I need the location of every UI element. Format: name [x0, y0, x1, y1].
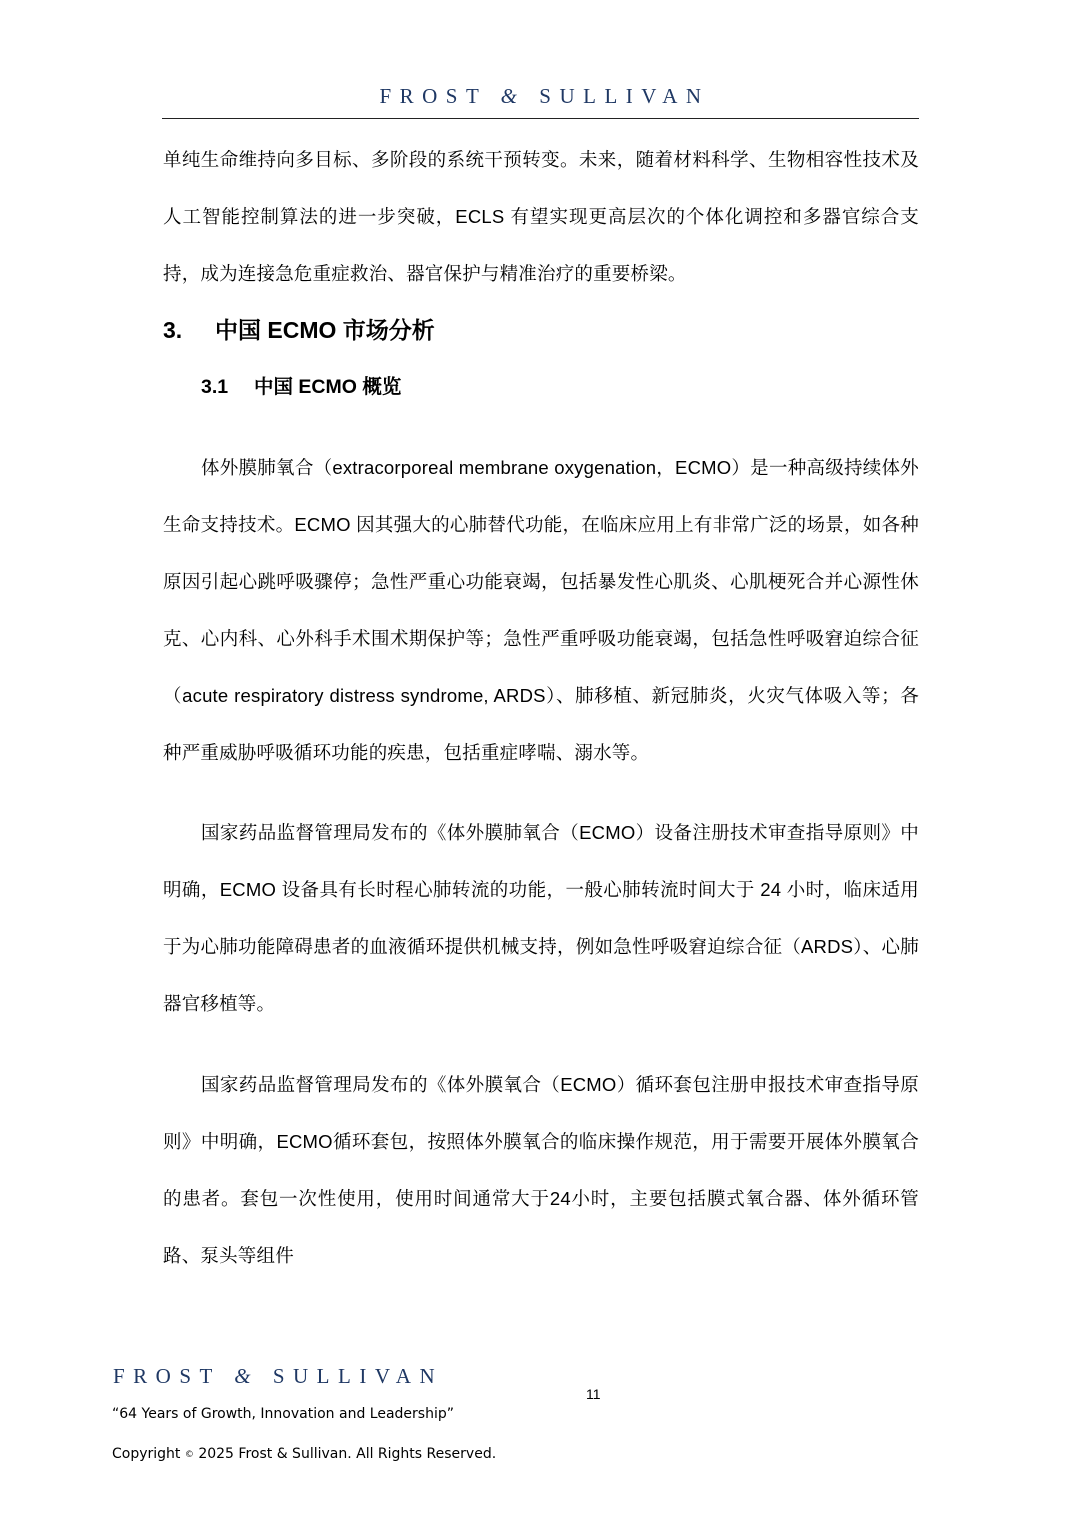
paragraph-line: 国家药品监督管理局发布的《体外膜氧合（ECMO）循环套包注册申报技术审查指导	[201, 1074, 901, 1095]
brand-word-sullivan: SULLIVAN	[272, 1364, 444, 1388]
intro-text	[163, 131, 919, 302]
brand-word-frost: FROST	[379, 84, 487, 108]
paragraph-ecmo-device-guideline	[163, 804, 919, 1032]
section-title: 中国 ECMO 市场分析	[215, 317, 435, 343]
intro-line: 支持，成为连接急危重症救治、器官保护与精准治疗的重要桥梁。	[163, 206, 919, 284]
brand-word-frost: FROST	[113, 1364, 221, 1388]
paragraph-text	[163, 439, 919, 781]
copyright-label: Copyright	[112, 1446, 181, 1462]
footer-brand-logo	[113, 1364, 443, 1389]
paragraph-line: 环管路、泵头等组件	[163, 1188, 919, 1266]
paragraph-line: 氧合的患者。套包一次性使用，使用时间通常大于24小时，主要包括膜式氧合器、体外循	[163, 1131, 919, 1209]
paragraph-ecmo-kit-guideline	[163, 1056, 919, 1284]
paragraph-line: 原则》中明确，ECMO循环套包，按照体外膜氧合的临床操作规范，用于需要开展体外膜	[163, 1074, 919, 1152]
intro-paragraph	[163, 131, 919, 302]
footer-copyright	[112, 1446, 496, 1462]
section-heading	[163, 310, 435, 350]
paragraph-line: 入等；各种严重威胁呼吸循环功能的疾患，包括重症哮喘、溺水等。	[163, 685, 919, 763]
intro-line: 单纯生命维持向多目标、多阶段的系统干预转变。未来，随着材料科学、生物相容性技术	[163, 149, 901, 170]
subsection-number: 3.1	[201, 376, 229, 398]
brand-ampersand: &	[234, 1364, 260, 1388]
intro-line: 及人工智能控制算法的进一步突破，ECLS 有望实现更高层次的个体化调控和多器官综合	[163, 149, 919, 227]
section-number: 3.	[163, 317, 183, 343]
subsection-title: 中国 ECMO 概览	[254, 376, 402, 398]
paragraph-line: 迫综合征（acute respiratory distress syndrome, ARDS）、肺移植、新冠肺炎，火灾气体吸	[163, 628, 919, 706]
paragraph-line: 体外膜肺氧合（extracorporeal membrane oxygenation，ECMO）是一种高级持续体	[201, 457, 901, 478]
copyright-symbol: ©	[184, 1450, 194, 1460]
page-number: 11	[586, 1386, 601, 1402]
paragraph-ecmo-definition	[163, 439, 919, 781]
paragraph-line: 各种原因引起心跳呼吸骤停；急性严重心功能衰竭，包括暴发性心肌炎、心肌梗死合并心	[163, 514, 919, 592]
paragraph-line: 用于为心肺功能障碍患者的血液循环提供机械支持，例如急性呼吸窘迫综合征（ARDS）、	[163, 879, 919, 957]
paragraph-line: 外生命支持技术。ECMO 因其强大的心肺替代功能，在临床应用上有非常广泛的场景，如	[163, 457, 919, 535]
paragraph-line: 中明确，ECMO 设备具有长时程心肺转流的功能，一般心肺转流时间大于 24 小时，临床适	[163, 822, 919, 900]
paragraph-text	[163, 1056, 919, 1284]
brand-word-sullivan: SULLIVAN	[539, 84, 710, 108]
page-header	[162, 84, 919, 119]
paragraph-line: 心肺器官移植等。	[163, 936, 919, 1014]
copyright-text: 2025 Frost & Sullivan. All Rights Reserved.	[198, 1446, 497, 1462]
paragraph-line: 国家药品监督管理局发布的《体外膜肺氧合（ECMO）设备注册技术审查指导原则》	[201, 822, 901, 843]
subsection-heading	[201, 367, 401, 407]
header-brand-logo	[162, 84, 919, 109]
footer-tagline: “64 Years of Growth, Innovation and Leadership”	[112, 1406, 454, 1422]
paragraph-text	[163, 804, 919, 1032]
paragraph-line: 源性休克、心内科、心外科手术围术期保护等；急性严重呼吸功能衰竭，包括急性呼吸窘	[163, 571, 919, 649]
brand-ampersand: &	[500, 84, 526, 108]
